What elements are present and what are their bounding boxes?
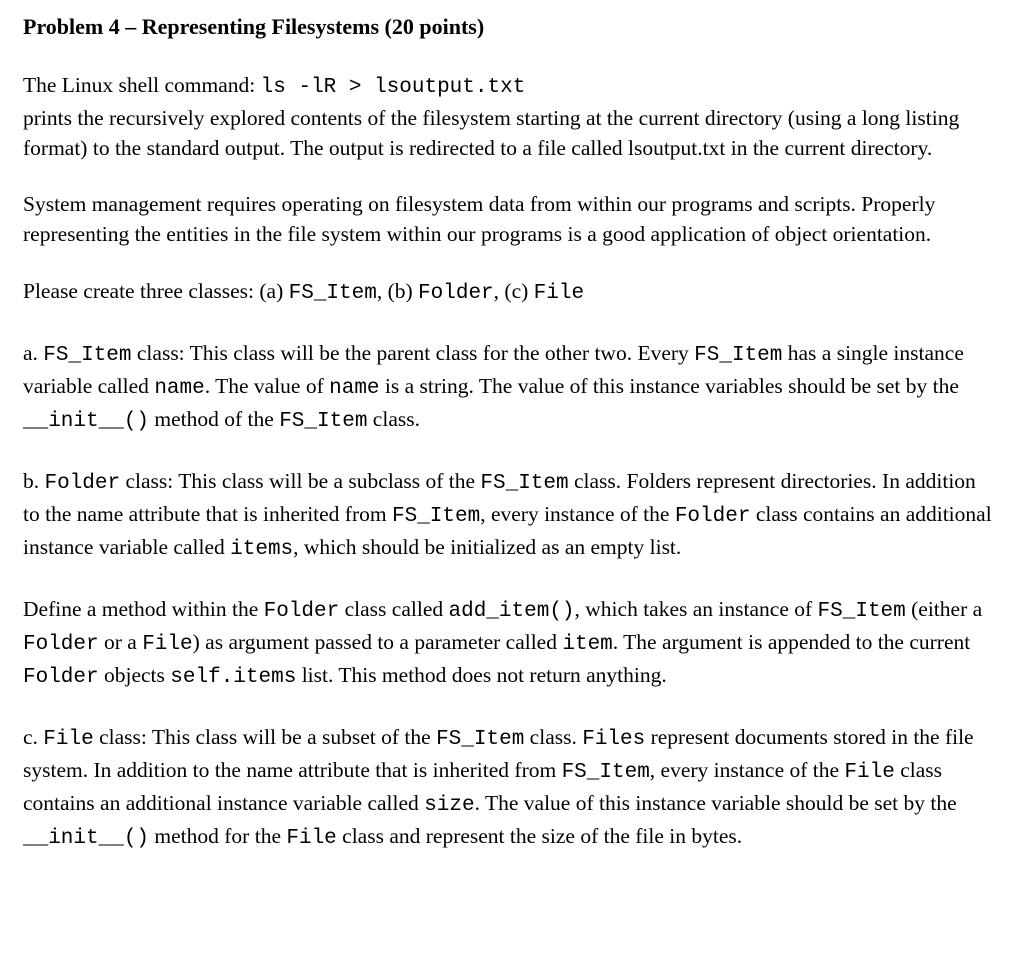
code-file: File	[43, 728, 94, 751]
part-a-text: class.	[367, 407, 420, 431]
part-a-prefix: a.	[23, 341, 44, 365]
part-c-prefix: c.	[23, 725, 44, 749]
part-c-text: class: This class will be a subset of the	[93, 725, 437, 749]
define-text: objects	[98, 663, 171, 687]
define-text: or a	[98, 630, 143, 654]
classes-paragraph	[23, 276, 994, 309]
code-items: items	[230, 538, 294, 561]
code-fs-item: FS_Item	[288, 282, 377, 305]
define-method-paragraph	[23, 594, 994, 693]
code-name: name	[154, 377, 205, 400]
code-file: File	[844, 761, 895, 784]
part-c-text: , every instance of the	[649, 758, 845, 782]
part-c-text: . The value of this instance variable should be set by the	[474, 791, 957, 815]
code-fs-item: FS_Item	[43, 344, 132, 367]
define-text: Define a method within the	[23, 597, 264, 621]
part-b-text: , every instance of the	[480, 502, 675, 526]
classes-lead: Please create three classes: (a)	[23, 279, 289, 303]
part-c-text: method for the	[149, 824, 287, 848]
code-fs-item: FS_Item	[561, 761, 650, 784]
code-folder: Folder	[674, 505, 751, 528]
code-fs-item: FS_Item	[436, 728, 525, 751]
define-text: , which takes an instance of	[574, 597, 818, 621]
code-folder: Folder	[263, 600, 340, 623]
code-fs-item: FS_Item	[391, 505, 481, 528]
code-folder: Folder	[44, 472, 121, 495]
part-a-text: . The value of	[204, 374, 330, 398]
code-self-items: self.items	[170, 666, 297, 689]
part-b-text: , which should be initialized as an empty list.	[293, 535, 682, 559]
code-size: size	[424, 794, 475, 817]
part-c-text: class.	[524, 725, 583, 749]
part-c-text: represent documents stored in the file system. In addition to the name attribute that is inherited from	[23, 725, 974, 782]
code-fs-item: FS_Item	[817, 600, 906, 623]
intro-lead: The Linux shell command:	[23, 73, 261, 97]
part-c-text: class contains an additional instance variable called	[23, 758, 943, 815]
code-fs-item: FS_Item	[694, 344, 783, 367]
code-fs-item: FS_Item	[480, 472, 569, 495]
problem-title: Problem 4 – Representing Filesystems (20 points)	[23, 14, 485, 39]
code-name: name	[329, 377, 380, 400]
define-text: . The argument is appended to the current	[612, 630, 971, 654]
code-fs-item: FS_Item	[279, 410, 368, 433]
part-a-text: class: This class will be the parent class for the other two. Every	[131, 341, 695, 365]
code-file: File	[142, 633, 193, 656]
part-c-paragraph	[23, 722, 994, 854]
part-b-prefix: b.	[23, 469, 45, 493]
code-files: Files	[582, 728, 646, 751]
part-b-text: class. Folders represent directories. In addition to the name attribute that is inherited from	[23, 469, 976, 526]
code-folder: Folder	[418, 282, 494, 305]
define-text: class called	[339, 597, 449, 621]
part-a-text: is a string. The value of this instance variables should be set by the	[379, 374, 959, 398]
part-b-text: class contains an additional instance variable called	[23, 502, 992, 559]
system-management-paragraph: System management requires operating on filesystem data from within our programs and scripts. Properly representing the entities in the file system within our programs is a good application of object orientation.	[23, 192, 936, 246]
part-b-text: class: This class will be a subclass of the	[120, 469, 481, 493]
part-a-text: method of the	[149, 407, 280, 431]
part-b-paragraph	[23, 466, 994, 565]
classes-sep: , (c)	[493, 279, 534, 303]
part-a-paragraph	[23, 338, 994, 437]
code-add-item: add_item()	[448, 600, 575, 623]
code-init: __init__()	[23, 827, 150, 850]
code-folder: Folder	[23, 666, 99, 689]
define-text: (either a	[905, 597, 983, 621]
define-text: ) as argument passed to a parameter called	[192, 630, 563, 654]
define-text: list. This method does not return anything.	[296, 663, 667, 687]
part-a-text: has a single instance variable called	[23, 341, 964, 398]
part-c-text: class and represent the size of the file in bytes.	[336, 824, 743, 848]
classes-sep: , (b)	[376, 279, 419, 303]
intro-text: prints the recursively explored contents of the filesystem starting at the current directory (using a long listing format) to the standard output. The output is redirected to a file called lsoutput.txt in the current directory.	[23, 106, 960, 160]
code-file: File	[533, 282, 585, 305]
intro-paragraph	[23, 70, 994, 163]
code-item: item	[562, 633, 613, 656]
code-file: File	[286, 827, 337, 850]
code-init: __init__()	[23, 410, 150, 433]
shell-command: ls -lR > lsoutput.txt	[260, 76, 526, 99]
code-folder: Folder	[23, 633, 99, 656]
